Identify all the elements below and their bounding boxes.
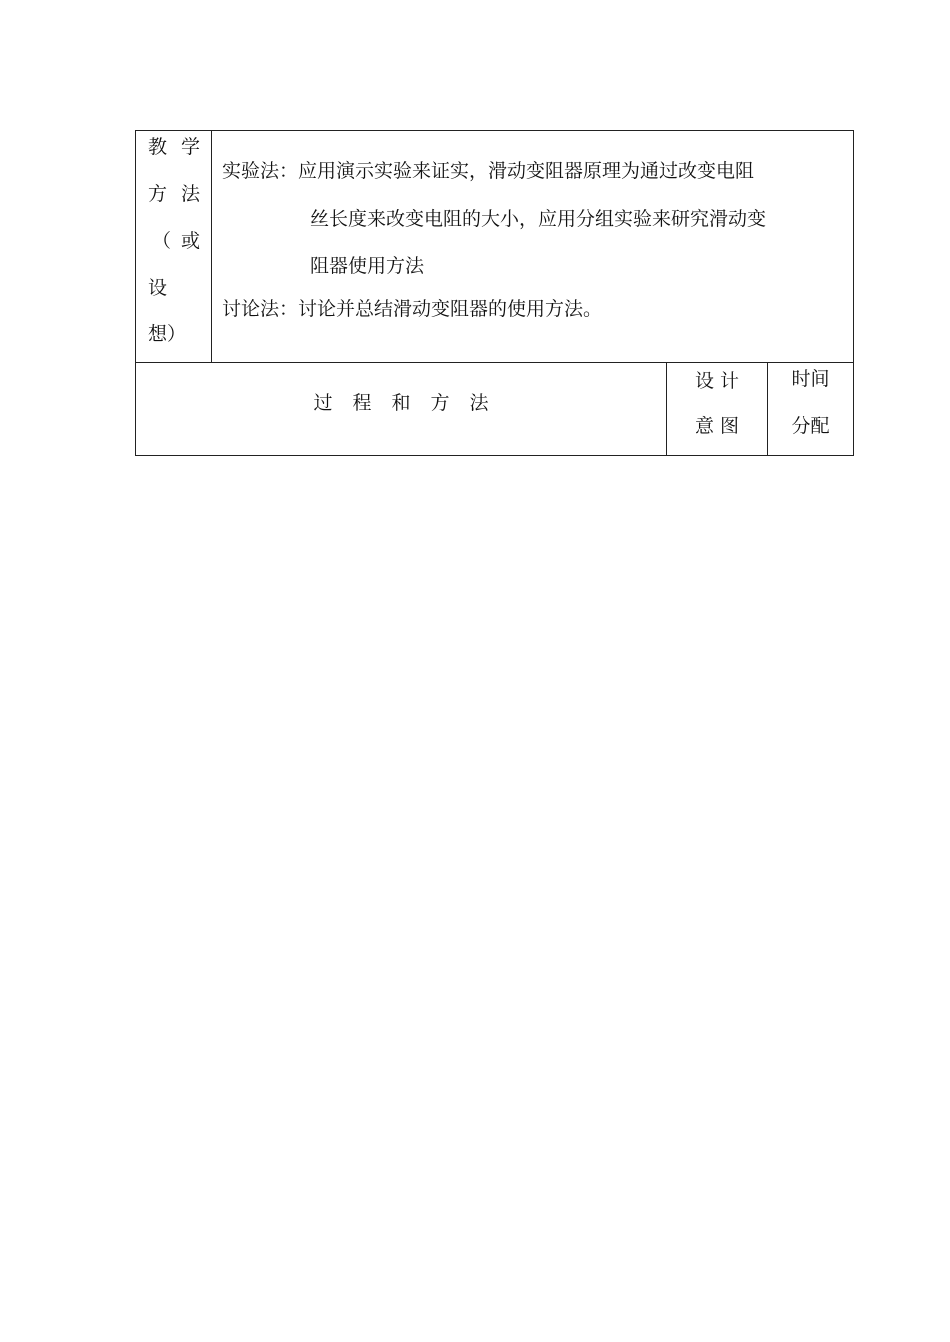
label-char: 或 <box>181 230 201 252</box>
teaching-method-label-cell <box>136 131 212 363</box>
time-allocation-line-2: 分配 <box>791 415 830 437</box>
design-intent-line-1: 设计 <box>694 370 745 392</box>
label-char: 法 <box>181 183 201 205</box>
label-char: 想） <box>148 323 187 345</box>
experiment-method-text: 应用演示实验来证实，滑动变阻器原理为通过改变电阻 <box>298 160 755 182</box>
time-allocation-header-cell <box>768 363 854 456</box>
discussion-method-label: 讨论法： <box>222 298 299 320</box>
lesson-plan-table <box>135 130 854 456</box>
label-line-2 <box>136 182 212 206</box>
label-line-4 <box>136 276 212 300</box>
label-line-1 <box>136 135 212 159</box>
design-intent-line-2: 意图 <box>694 415 745 437</box>
label-char: 设 <box>148 277 168 299</box>
process-method-header-cell <box>136 363 667 456</box>
label-char: 方 <box>148 183 168 205</box>
label-line-3 <box>136 229 212 253</box>
time-allocation-line-1: 时间 <box>791 368 830 390</box>
experiment-method-line-3: 阻器使用方法 <box>310 255 425 277</box>
process-method-title: 过程和方法 <box>313 392 509 414</box>
label-char: （ <box>152 230 172 252</box>
teaching-method-content-cell <box>212 131 854 363</box>
discussion-method-line <box>222 297 602 321</box>
label-line-5 <box>136 322 212 346</box>
label-char: 教 <box>148 136 168 158</box>
design-intent-header-cell <box>667 363 768 456</box>
experiment-method-label: 实验法： <box>222 160 299 182</box>
teaching-method-row <box>136 131 854 363</box>
process-header-row <box>136 363 854 456</box>
experiment-method-line-2: 丝长度来改变电阻的大小，应用分组实验来研究滑动变 <box>310 208 767 230</box>
discussion-method-text: 讨论并总结滑动变阻器的使用方法。 <box>298 298 603 320</box>
label-char: 学 <box>181 136 201 158</box>
experiment-method-line-1 <box>222 159 754 183</box>
